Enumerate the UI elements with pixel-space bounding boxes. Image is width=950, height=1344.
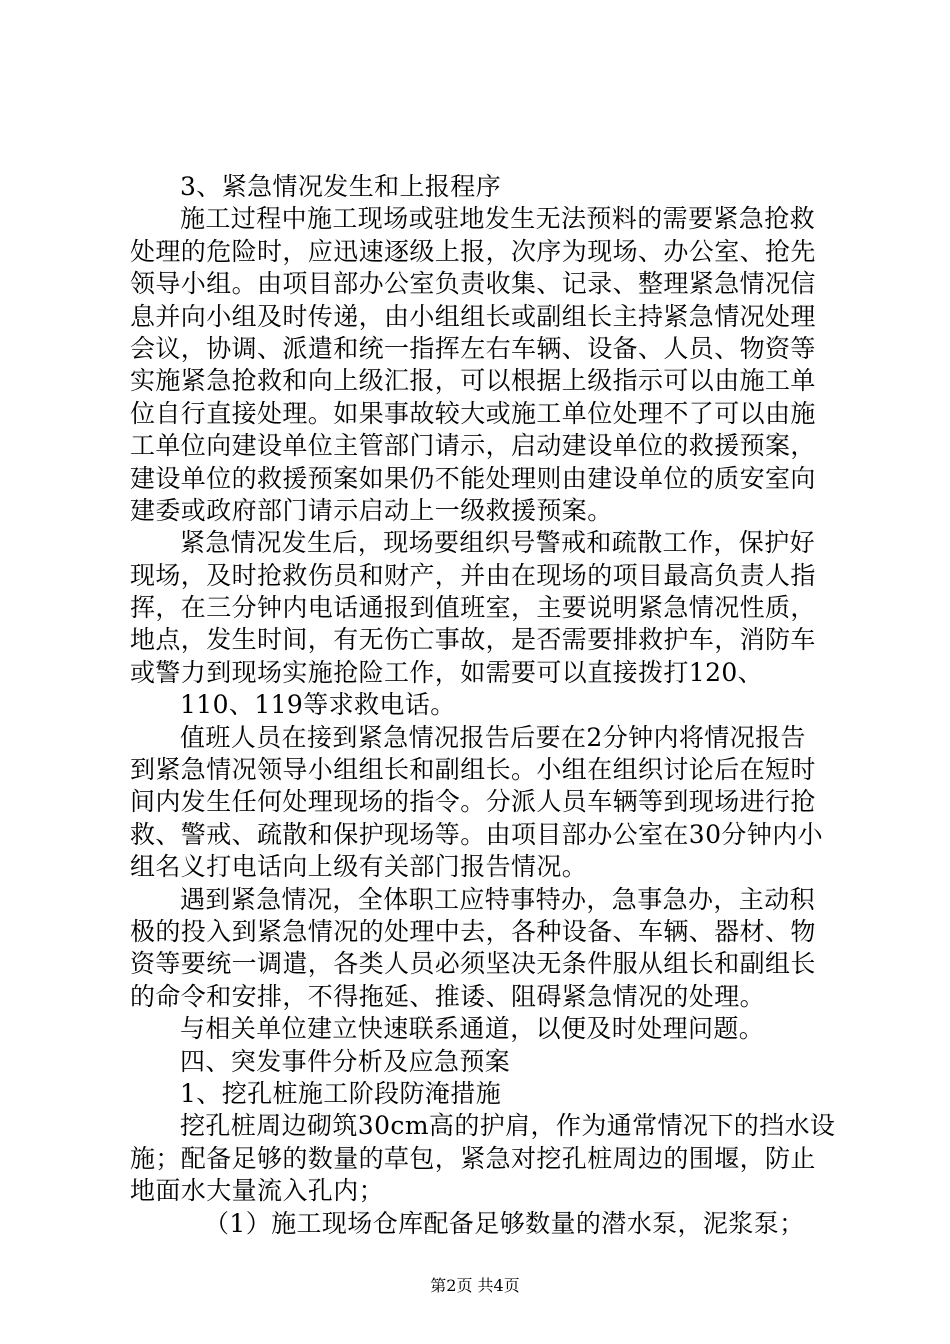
paragraph-line: 位自行直接处理。如果事故较大或施工单位处理不了可以由施 [130,398,816,428]
paragraph-line: 会议，协调、派遣和统一指挥左右车辆、设备、人员、物资等 [130,333,816,363]
paragraph-line: 间内发生任何处理现场的指令。分派人员车辆等到现场进行抢 [130,787,816,817]
paragraph-line: 处理的危险时，应迅速逐级上报，次序为现场、办公室、抢先 [130,236,816,266]
section-heading: 3、紧急情况发生和上报程序 [180,172,502,201]
paragraph-line: 值班人员在接到紧急情况报告后要在2分钟内将情况报告 [180,722,806,752]
paragraph-line: 极的投入到紧急情况的处理中去，各种设备、车辆、器材、物 [130,916,816,946]
paragraph-line: 遇到紧急情况，全体职工应特事特办，急事急办，主动积 [180,884,816,914]
section-heading: 四、突发事件分析及应急预案 [180,1046,511,1076]
paragraph-line: 挖孔桩周边砌筑30cm高的护肩，作为通常情况下的挡水设 [180,1111,836,1141]
paragraph-line: 地面水大量流入孔内； [130,1176,385,1206]
paragraph-line: 紧急情况发生后，现场要组织号警戒和疏散工作，保护好 [180,528,816,558]
paragraph-line: 息并向小组及时传递，由小组组长或副组长主持紧急情况处理 [130,301,816,331]
paragraph-line: 的命令和安排，不得拖延、推诿、阻碍紧急情况的处理。 [130,981,766,1011]
paragraph-line: 施工过程中施工现场或驻地发生无法预料的需要紧急抢救 [180,204,816,234]
document-body [130,171,836,1240]
paragraph-line: 实施紧急抢救和向上级汇报，可以根据上级指示可以由施工单 [130,366,816,396]
paragraph-line: 到紧急情况领导小组组长和副组长。小组在组织讨论后在短时 [130,755,816,785]
paragraph-line: 与相关单位建立快速联系通道，以便及时处理问题。 [180,1014,765,1044]
paragraph-line: 建设单位的救援预案如果仍不能处理则由建设单位的质安室向 [130,463,816,493]
paragraph-line: 或警力到现场实施抢险工作，如需要可以直接拨打120、 [130,657,764,687]
paragraph-line: 资等要统一调遣，各类人员必须坚决无条件服从组长和副组长 [130,949,816,979]
list-item: （1）施工现场仓库配备足够数量的潜水泵，泥浆泵； [204,1208,805,1238]
section-heading: 1、挖孔桩施工阶段防淹措施 [180,1078,502,1108]
paragraph-line: 救、警戒、疏散和保护现场等。由项目部办公室在30分钟内小 [130,819,824,849]
paragraph-line: 地点，发生时间，有无伤亡事故，是否需要排救护车，消防车 [130,625,816,655]
paragraph-line: 领导小组。由项目部办公室负责收集、记录、整理紧急情况信 [130,269,816,299]
page-footer: 第2页 共4页 [430,1276,520,1295]
paragraph-line: 挥，在三分钟内电话通报到值班室，主要说明紧急情况性质， [130,593,816,623]
paragraph-line: 110、119等求救电话。 [180,690,456,720]
paragraph-line: 建委或政府部门请示启动上一级救援预案。 [130,495,613,525]
paragraph-line: 工单位向建设单位主管部门请示，启动建设单位的救援预案， [130,431,816,461]
paragraph-line: 组名义打电话向上级有关部门报告情况。 [130,852,588,882]
paragraph-line: 现场，及时抢救伤员和财产，并由在现场的项目最高负责人指 [130,560,816,590]
paragraph-line: 施；配备足够的数量的草包，紧急对挖孔桩周边的围堰，防止 [130,1143,816,1173]
